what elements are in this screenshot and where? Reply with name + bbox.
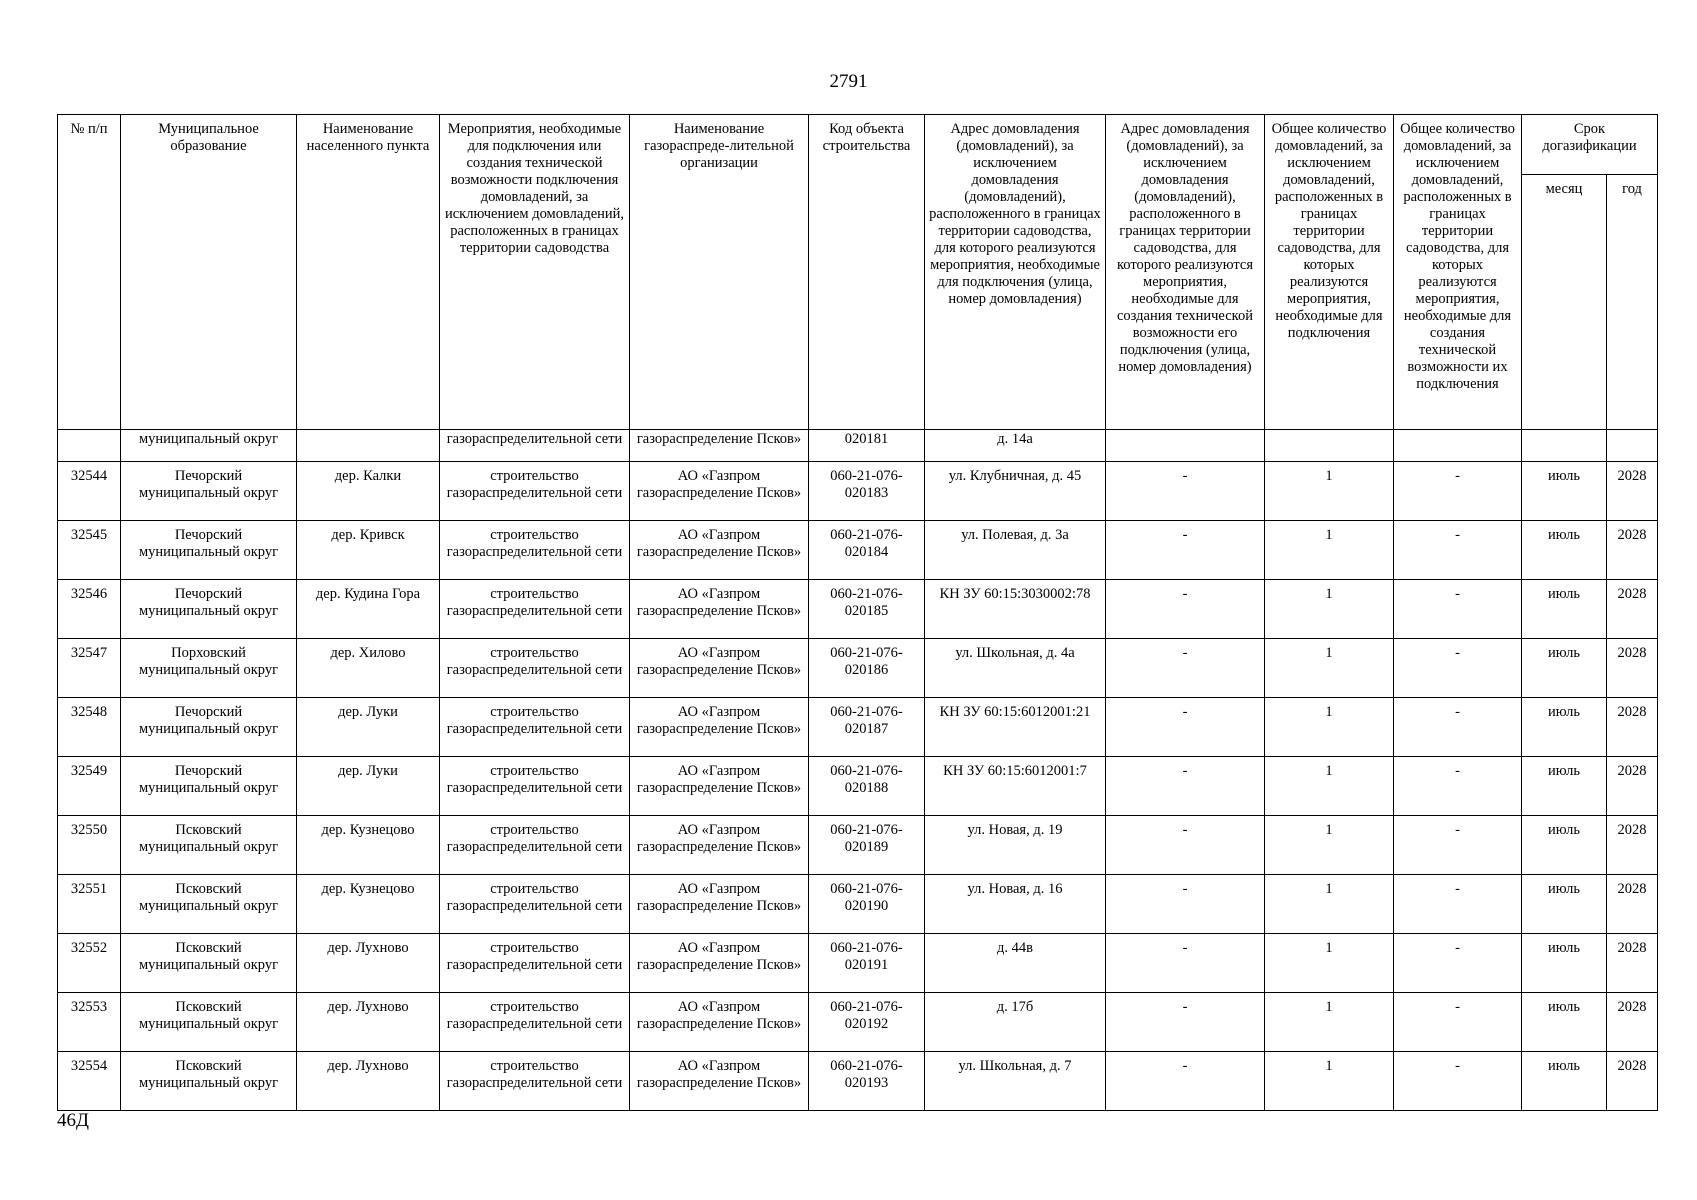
cell-measures: строительство газораспределительной сети [440,462,630,521]
cell-address-tech: - [1106,639,1265,698]
cell-month: июль [1522,580,1607,639]
page-number: 2791 [829,71,868,92]
cell-municipality: Печорский муниципальный округ [121,521,297,580]
cell-total-tech: - [1394,757,1522,816]
cell-address-connect: ул. Клубничная, д. 45 [925,462,1106,521]
table-row [58,521,1658,580]
cell-gas-org: газораспределение Псков» [630,430,809,462]
header-month: месяц [1522,175,1607,430]
cell-address-tech: - [1106,757,1265,816]
cell-month: июль [1522,639,1607,698]
cell-object-code: 060-21-076-020184 [809,521,925,580]
cell-total-connect: 1 [1265,580,1394,639]
cell-total-tech: - [1394,875,1522,934]
cell-num: 32554 [58,1052,121,1111]
cell-settlement: дер. Лухново [297,993,440,1052]
cell-total-tech: - [1394,639,1522,698]
cell-month: июль [1522,816,1607,875]
cell-address-connect: ул. Полевая, д. 3а [925,521,1106,580]
cell-address-connect: КН ЗУ 60:15:6012001:21 [925,698,1106,757]
cell-month: июль [1522,934,1607,993]
cell-address-connect: ул. Новая, д. 19 [925,816,1106,875]
header-year: год [1607,175,1658,430]
cell-year: 2028 [1607,1052,1658,1111]
header-deadline: Срок догазификации [1522,115,1658,175]
cell-settlement: дер. Кривск [297,521,440,580]
header-object-code: Код объекта строительства [809,115,925,430]
cell-settlement: дер. Луки [297,757,440,816]
cell-gas-org: АО «Газпром газораспределение Псков» [630,580,809,639]
table-row [58,993,1658,1052]
header-total-tech: Общее количество домовладений, за исключением домовладений, расположенных в границах территории садоводства, для которых реализуются мероприятия, необходимые для создания технической возможности их подключения [1394,115,1522,430]
cell-gas-org: АО «Газпром газораспределение Псков» [630,934,809,993]
cell-settlement: дер. Луки [297,698,440,757]
cell-total-connect: 1 [1265,639,1394,698]
cell-total-connect: 1 [1265,462,1394,521]
cell-municipality: Псковский муниципальный округ [121,875,297,934]
cell-num: 32553 [58,993,121,1052]
cell-month: июль [1522,698,1607,757]
header-settlement: Наименование населенного пункта [297,115,440,430]
cell-total-connect: 1 [1265,875,1394,934]
cell-num: 32546 [58,580,121,639]
cell-measures: строительство газораспределительной сети [440,580,630,639]
cell-settlement [297,430,440,462]
cell-year: 2028 [1607,934,1658,993]
cell-num: 32545 [58,521,121,580]
cell-total-tech [1394,430,1522,462]
cell-month: июль [1522,875,1607,934]
table-row [58,1052,1658,1111]
cell-num [58,430,121,462]
cell-total-connect: 1 [1265,934,1394,993]
table-row [58,462,1658,521]
cell-year [1607,430,1658,462]
cell-num: 32547 [58,639,121,698]
table-row [58,580,1658,639]
cell-measures: строительство газораспределительной сети [440,639,630,698]
cell-municipality: Псковский муниципальный округ [121,934,297,993]
cell-address-tech: - [1106,1052,1265,1111]
cell-address-connect: д. 44в [925,934,1106,993]
table-row [58,875,1658,934]
cell-total-tech: - [1394,521,1522,580]
table-header [58,115,1658,430]
cell-measures: строительство газораспределительной сети [440,521,630,580]
cell-total-connect: 1 [1265,521,1394,580]
cell-gas-org: АО «Газпром газораспределение Псков» [630,816,809,875]
table-row-continuation [58,430,1658,462]
cell-measures: газораспределительной сети [440,430,630,462]
cell-total-tech: - [1394,993,1522,1052]
cell-object-code: 060-21-076-020185 [809,580,925,639]
table-row [58,757,1658,816]
cell-object-code: 060-21-076-020190 [809,875,925,934]
cell-address-connect: КН ЗУ 60:15:3030002:78 [925,580,1106,639]
table-row [58,816,1658,875]
cell-municipality: Печорский муниципальный округ [121,580,297,639]
cell-year: 2028 [1607,698,1658,757]
cell-object-code: 020181 [809,430,925,462]
cell-address-connect: ул. Новая, д. 16 [925,875,1106,934]
cell-municipality: Порховский муниципальный округ [121,639,297,698]
cell-month: июль [1522,462,1607,521]
cell-num: 32549 [58,757,121,816]
cell-address-tech: - [1106,875,1265,934]
cell-gas-org: АО «Газпром газораспределение Псков» [630,757,809,816]
cell-year: 2028 [1607,875,1658,934]
cell-month: июль [1522,757,1607,816]
cell-measures: строительство газораспределительной сети [440,816,630,875]
cell-year: 2028 [1607,993,1658,1052]
cell-total-connect: 1 [1265,757,1394,816]
cell-address-connect: д. 14а [925,430,1106,462]
cell-total-tech: - [1394,580,1522,639]
cell-total-connect [1265,430,1394,462]
cell-year: 2028 [1607,816,1658,875]
cell-settlement: дер. Лухново [297,1052,440,1111]
cell-num: 32548 [58,698,121,757]
cell-object-code: 060-21-076-020192 [809,993,925,1052]
cell-object-code: 060-21-076-020183 [809,462,925,521]
cell-address-tech: - [1106,934,1265,993]
cell-gas-org: АО «Газпром газораспределение Псков» [630,462,809,521]
cell-month [1522,430,1607,462]
cell-municipality: муниципальный округ [121,430,297,462]
table-row [58,698,1658,757]
gasification-table [57,114,1658,1111]
cell-object-code: 060-21-076-020193 [809,1052,925,1111]
cell-measures: строительство газораспределительной сети [440,993,630,1052]
cell-year: 2028 [1607,639,1658,698]
cell-object-code: 060-21-076-020187 [809,698,925,757]
cell-municipality: Псковский муниципальный округ [121,816,297,875]
cell-address-tech: - [1106,993,1265,1052]
cell-num: 32551 [58,875,121,934]
cell-year: 2028 [1607,521,1658,580]
cell-municipality: Псковский муниципальный округ [121,1052,297,1111]
cell-year: 2028 [1607,462,1658,521]
cell-address-tech [1106,430,1265,462]
cell-num: 32544 [58,462,121,521]
cell-address-tech: - [1106,521,1265,580]
cell-address-tech: - [1106,698,1265,757]
cell-settlement: дер. Хилово [297,639,440,698]
table-row [58,639,1658,698]
cell-month: июль [1522,993,1607,1052]
cell-total-tech: - [1394,816,1522,875]
cell-measures: строительство газораспределительной сети [440,875,630,934]
cell-address-connect: д. 17б [925,993,1106,1052]
cell-municipality: Печорский муниципальный округ [121,462,297,521]
cell-address-tech: - [1106,462,1265,521]
header-measures: Мероприятия, необходимые для подключения или создания технической возможности подключения домовладений, за исключением домовладений, расположенных в границах территории садоводства [440,115,630,430]
header-address-tech: Адрес домовладения (домовладений), за исключением домовладения (домовладений), расположенного в границах территории садоводства, для которого реализуются мероприятия, необходимые для создания технической возможности его подключения (улица, номер домовладения) [1106,115,1265,430]
cell-address-connect: КН ЗУ 60:15:6012001:7 [925,757,1106,816]
cell-municipality: Псковский муниципальный округ [121,993,297,1052]
cell-measures: строительство газораспределительной сети [440,1052,630,1111]
cell-total-tech: - [1394,462,1522,521]
cell-object-code: 060-21-076-020191 [809,934,925,993]
cell-total-connect: 1 [1265,993,1394,1052]
cell-gas-org: АО «Газпром газораспределение Псков» [630,521,809,580]
cell-settlement: дер. Лухново [297,934,440,993]
cell-address-connect: ул. Школьная, д. 7 [925,1052,1106,1111]
cell-gas-org: АО «Газпром газораспределение Псков» [630,639,809,698]
cell-measures: строительство газораспределительной сети [440,934,630,993]
footer-mark: 46Д [57,1110,89,1131]
cell-total-connect: 1 [1265,816,1394,875]
cell-address-tech: - [1106,580,1265,639]
cell-total-tech: - [1394,1052,1522,1111]
cell-municipality: Печорский муниципальный округ [121,698,297,757]
cell-settlement: дер. Калки [297,462,440,521]
cell-gas-org: АО «Газпром газораспределение Псков» [630,698,809,757]
cell-object-code: 060-21-076-020189 [809,816,925,875]
cell-month: июль [1522,521,1607,580]
cell-num: 32552 [58,934,121,993]
cell-total-connect: 1 [1265,698,1394,757]
cell-object-code: 060-21-076-020186 [809,639,925,698]
header-num: № п/п [58,115,121,430]
cell-num: 32550 [58,816,121,875]
cell-total-tech: - [1394,934,1522,993]
cell-month: июль [1522,1052,1607,1111]
cell-year: 2028 [1607,757,1658,816]
cell-gas-org: АО «Газпром газораспределение Псков» [630,993,809,1052]
cell-total-tech: - [1394,698,1522,757]
cell-settlement: дер. Кузнецово [297,875,440,934]
cell-gas-org: АО «Газпром газораспределение Псков» [630,1052,809,1111]
cell-measures: строительство газораспределительной сети [440,757,630,816]
cell-settlement: дер. Кузнецово [297,816,440,875]
header-address-connect: Адрес домовладения (домовладений), за исключением домовладения (домовладений), расположенного в границах территории садоводства, для которого реализуются мероприятия, необходимые для подключения (улица, номер домовладения) [925,115,1106,430]
table-body [58,430,1658,1111]
cell-settlement: дер. Кудина Гора [297,580,440,639]
table-row [58,934,1658,993]
cell-address-tech: - [1106,816,1265,875]
header-total-connect: Общее количество домовладений, за исключением домовладений, расположенных в границах территории садоводства, для которых реализуются мероприятия, необходимые для подключения [1265,115,1394,430]
cell-address-connect: ул. Школьная, д. 4а [925,639,1106,698]
cell-measures: строительство газораспределительной сети [440,698,630,757]
header-gas-org: Наименование газораспреде-лительной организации [630,115,809,430]
header-municipality: Муниципальное образование [121,115,297,430]
cell-gas-org: АО «Газпром газораспределение Псков» [630,875,809,934]
cell-object-code: 060-21-076-020188 [809,757,925,816]
cell-year: 2028 [1607,580,1658,639]
cell-municipality: Печорский муниципальный округ [121,757,297,816]
cell-total-connect: 1 [1265,1052,1394,1111]
